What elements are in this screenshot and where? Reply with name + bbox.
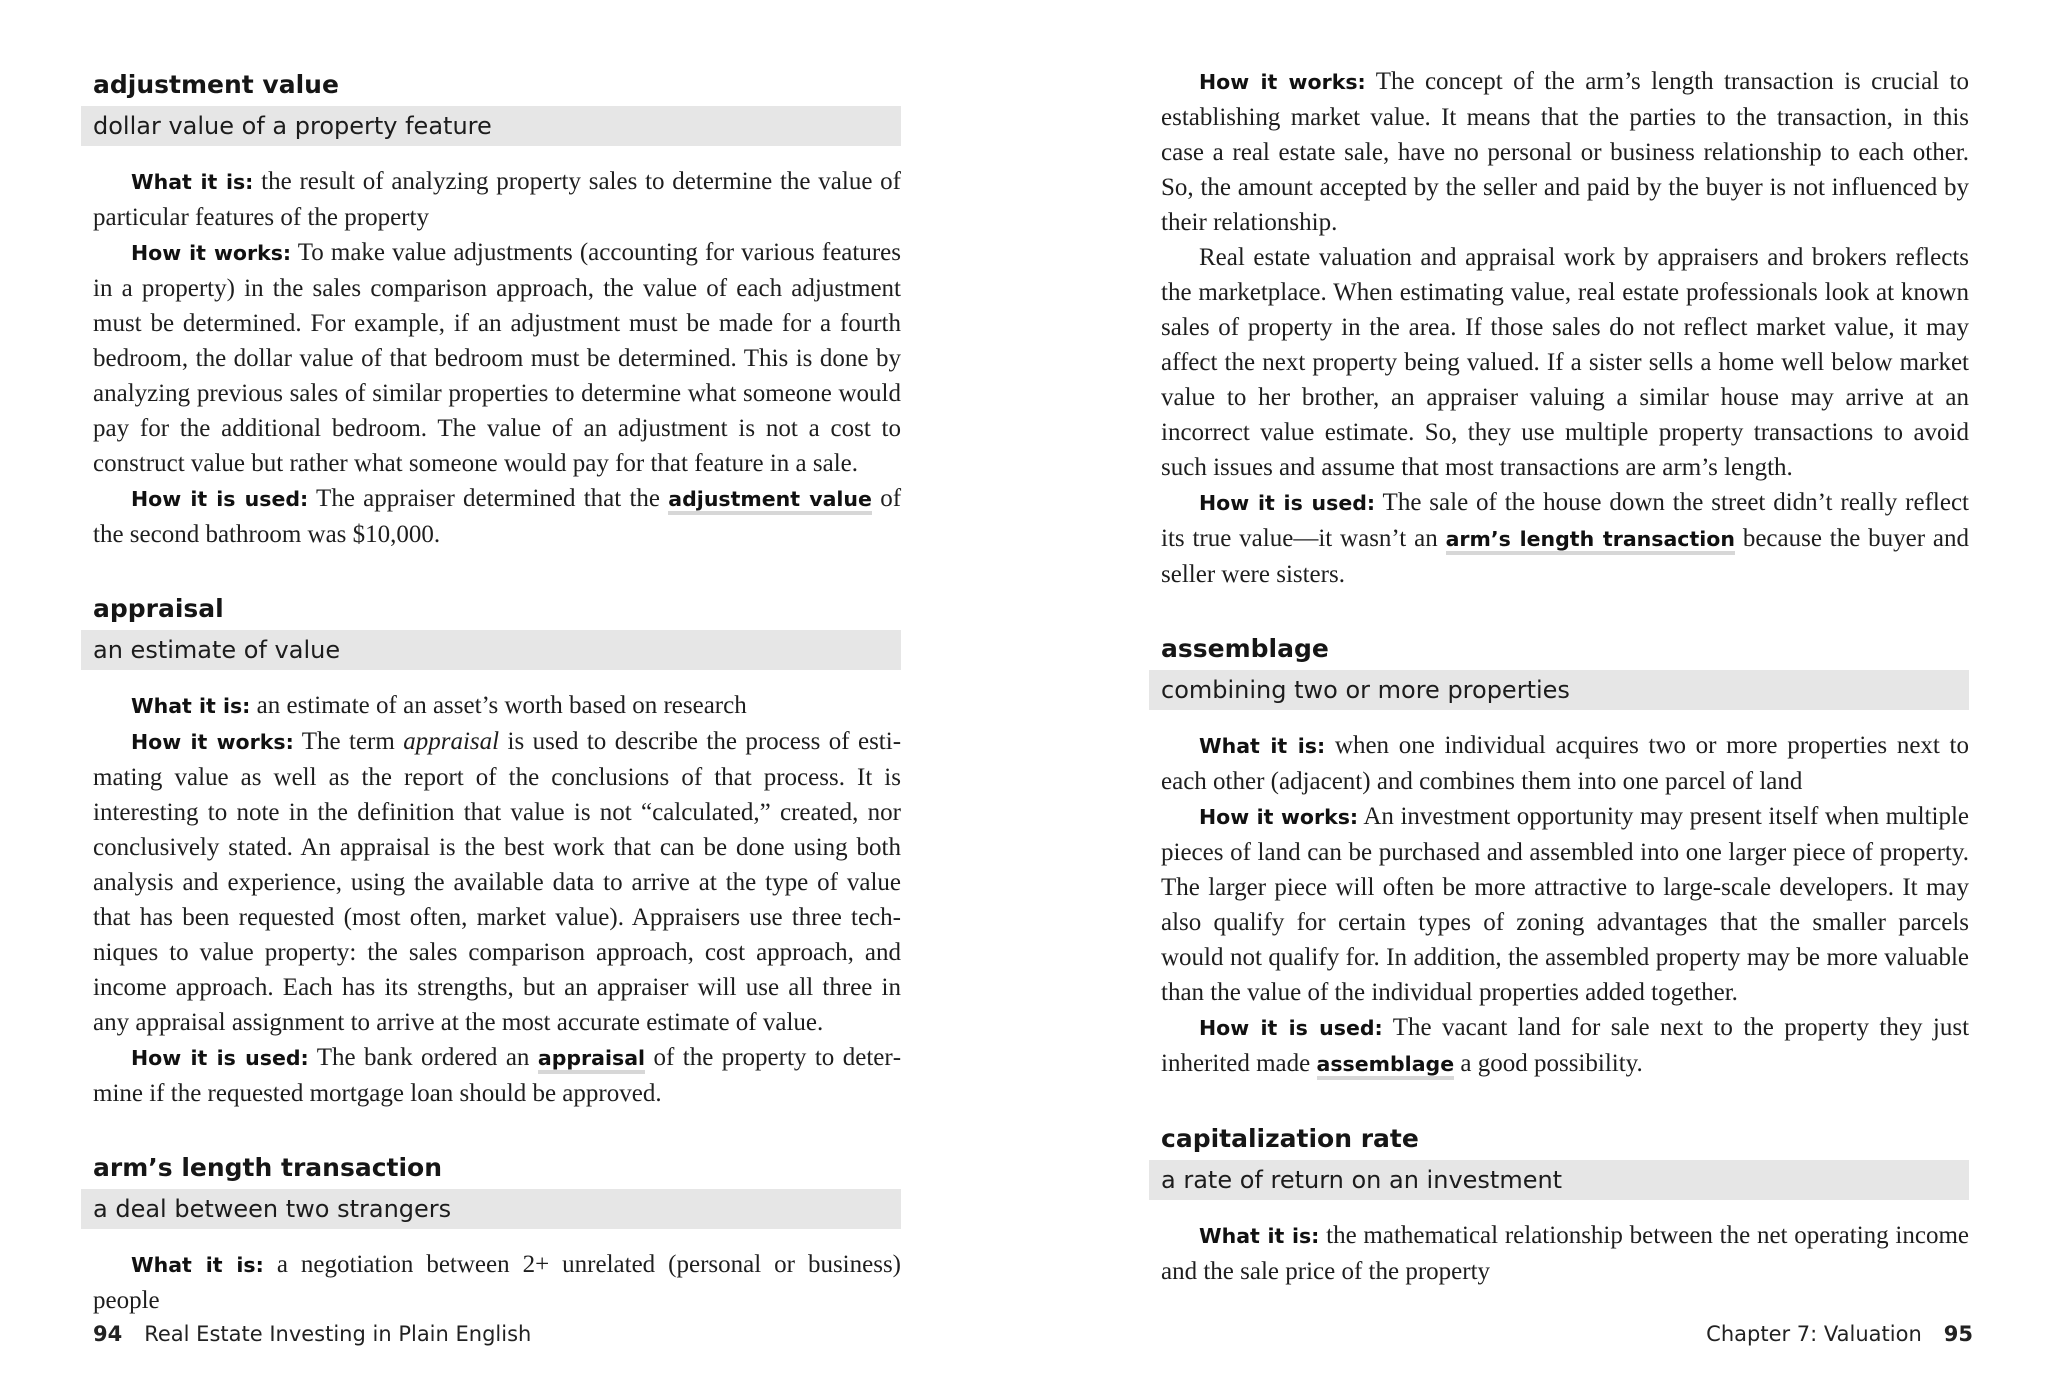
- how-it-works-text: To make value adjustments (accounting for various features in a property) in the sales comparison approach, the value of each adjustment must be determined. For example, if an adjustment must be made for a fourth bedroom, the dollar value of that bedroom must be determined. This is done by analyzing previous sales of similar properties to determine what someone would pay for the additional bedroom. The value of an adjustment is not a cost to construct value but rather what someone would pay for that feature in a sale.: [93, 239, 901, 477]
- left-page-footer: [93, 1322, 531, 1346]
- right-page-footer: [1706, 1322, 1973, 1346]
- usage-text-after: a good possibility.: [1460, 1050, 1643, 1077]
- entry-subtitle: an estimate of value: [81, 630, 901, 670]
- how-it-is-used-paragraph: [1161, 485, 1969, 592]
- how-it-works-paragraph: [1161, 799, 1969, 1010]
- entry-subtitle: combining two or more properties: [1149, 670, 1969, 710]
- what-it-is-paragraph: [1161, 728, 1969, 799]
- what-it-is-text: when one individual acquires two or more properties next to each other (adjacent) and combines them into one parcel of land: [1161, 732, 1969, 795]
- entry-term: appraisal: [93, 594, 224, 623]
- how-it-works-text-before: The term: [301, 728, 395, 755]
- usage-text-before: The sale of the house down the street didn’t really reflect its true value—it wasn’t an: [1161, 489, 1969, 552]
- how-it-works-label: How it works:: [1199, 70, 1366, 94]
- how-it-works-italic-term: appraisal: [403, 728, 500, 755]
- what-it-is-label: What it is:: [1199, 1224, 1320, 1248]
- entry-term: adjustment value: [93, 70, 339, 99]
- usage-text-after: of the property to determine if the requested mortgage loan should be approved.: [93, 1044, 902, 1107]
- how-it-is-used-label: How it is used:: [131, 1046, 309, 1070]
- cross-reference-term: assemblage: [1317, 1052, 1455, 1080]
- cross-reference-term: appraisal: [538, 1046, 645, 1074]
- entry-term: assemblage: [1161, 634, 1329, 663]
- page-number: 95: [1943, 1322, 1973, 1346]
- how-it-works-paragraph: [93, 235, 901, 481]
- what-it-is-paragraph: [1161, 1218, 1969, 1289]
- what-it-is-text: a negotiation between 2+ unrelated (personal or business) people: [93, 1251, 901, 1314]
- glossary-entry-continued: [1161, 64, 1969, 592]
- usage-text-before: The vacant land for sale next to the property they just inherited made: [1161, 1014, 1970, 1077]
- body-paragraph: Real estate valuation and appraisal work by appraisers and brokers reflects the marketplace. When estimating value, real estate professionals look at known sales of property in the area. If those sales do not reflect market value, it may affect the next property being valued. If a sister sells a home well below market value to her brother, an appraiser valuing a similar house may arrive at an incorrect value estimate. So, they use multiple property transactions to avoid such issues and assume that most transactions are arm’s length.: [1161, 244, 1969, 481]
- how-it-works-label: How it works:: [1199, 805, 1359, 829]
- what-it-is-paragraph: [93, 164, 901, 235]
- cross-reference-term: adjustment value: [668, 487, 872, 515]
- how-it-works-paragraph: [93, 724, 901, 1040]
- how-it-is-used-label: How it is used:: [1199, 1016, 1383, 1040]
- left-page: [93, 64, 901, 1354]
- glossary-entry: [93, 588, 901, 1111]
- what-it-is-text: the mathematical relationship between the net operating income and the sale price of the property: [1161, 1222, 1970, 1285]
- glossary-entry: [1161, 1118, 1969, 1289]
- cross-reference-term: arm’s length transaction: [1446, 527, 1735, 555]
- right-page: [1161, 64, 1969, 1325]
- how-it-is-used-label: How it is used:: [131, 487, 309, 511]
- entry-term: arm’s length transaction: [93, 1153, 443, 1182]
- what-it-is-text: the result of analyzing property sales to determine the value of particular features of the property: [93, 168, 902, 231]
- how-it-is-used-label: How it is used:: [1199, 491, 1376, 515]
- how-it-works-label: How it works:: [131, 241, 292, 265]
- how-it-is-used-paragraph: [93, 481, 901, 552]
- entry-subtitle: dollar value of a property feature: [81, 106, 901, 146]
- how-it-works-label: How it works:: [131, 730, 294, 754]
- glossary-entry: [93, 1147, 901, 1318]
- usage-text-after: of the second bathroom was $10,000.: [93, 485, 902, 548]
- entry-subtitle: a rate of return on an investment: [1149, 1160, 1969, 1200]
- what-it-is-paragraph: [93, 688, 901, 724]
- running-title: Chapter 7: Valuation: [1706, 1322, 1922, 1346]
- how-it-works-text-after: is used to describe the process of estimating value as well as the report of the conclusions of that process. It is interesting to note in the definition that value is not “calculated,” created, nor conclusively stated. An appraisal is the best work that can be done using both analysis and experience, using the available data to arrive at the type of value that has been requested (most often, market value). Appraisers use three techniques to value property: the sales comparison approach, cost approach, and income approach. Each has its strengths, but an appraiser will use all three in any appraisal assignment to arrive at the most accurate estimate of value.: [93, 728, 902, 1036]
- how-it-works-text: An investment opportunity may present itself when multiple pieces of land can be purchased and assembled into one larger piece of property. The larger piece will often be more attractive to large-scale developers. It may also qualify for certain types of zoning advantages that the smaller parcels would not qualify for. In addition, the assembled property may be more valuable than the value of the individual properties added together.: [1161, 803, 1969, 1006]
- usage-text-after: because the buyer and seller were sisters.: [1161, 525, 1970, 588]
- usage-text-before: The appraiser determined that the: [316, 485, 661, 512]
- entry-term: capitalization rate: [1161, 1124, 1419, 1153]
- entry-subtitle: a deal between two strangers: [81, 1189, 901, 1229]
- page-number: 94: [93, 1322, 123, 1346]
- glossary-entry: [1161, 628, 1969, 1082]
- how-it-works-text: The concept of the arm’s length transaction is crucial to establishing market value. It means that the parties to the transaction, in this case a real estate sale, have no personal or business relationship to each other. So, the amount accepted by the seller and paid by the buyer is not influenced by their relationship.: [1161, 68, 1969, 236]
- running-title: Real Estate Investing in Plain English: [144, 1322, 532, 1346]
- what-it-is-paragraph: [93, 1247, 901, 1318]
- what-it-is-label: What it is:: [131, 170, 254, 194]
- usage-text-before: The bank ordered an: [316, 1044, 530, 1071]
- what-it-is-label: What it is:: [131, 1253, 264, 1277]
- what-it-is-label: What it is:: [1199, 734, 1326, 758]
- glossary-entry: [93, 64, 901, 552]
- how-it-is-used-paragraph: [93, 1040, 901, 1111]
- what-it-is-text: an estimate of an asset’s worth based on research: [256, 692, 747, 719]
- what-it-is-label: What it is:: [131, 694, 251, 718]
- how-it-is-used-paragraph: [1161, 1010, 1969, 1082]
- how-it-works-paragraph: [1161, 64, 1969, 240]
